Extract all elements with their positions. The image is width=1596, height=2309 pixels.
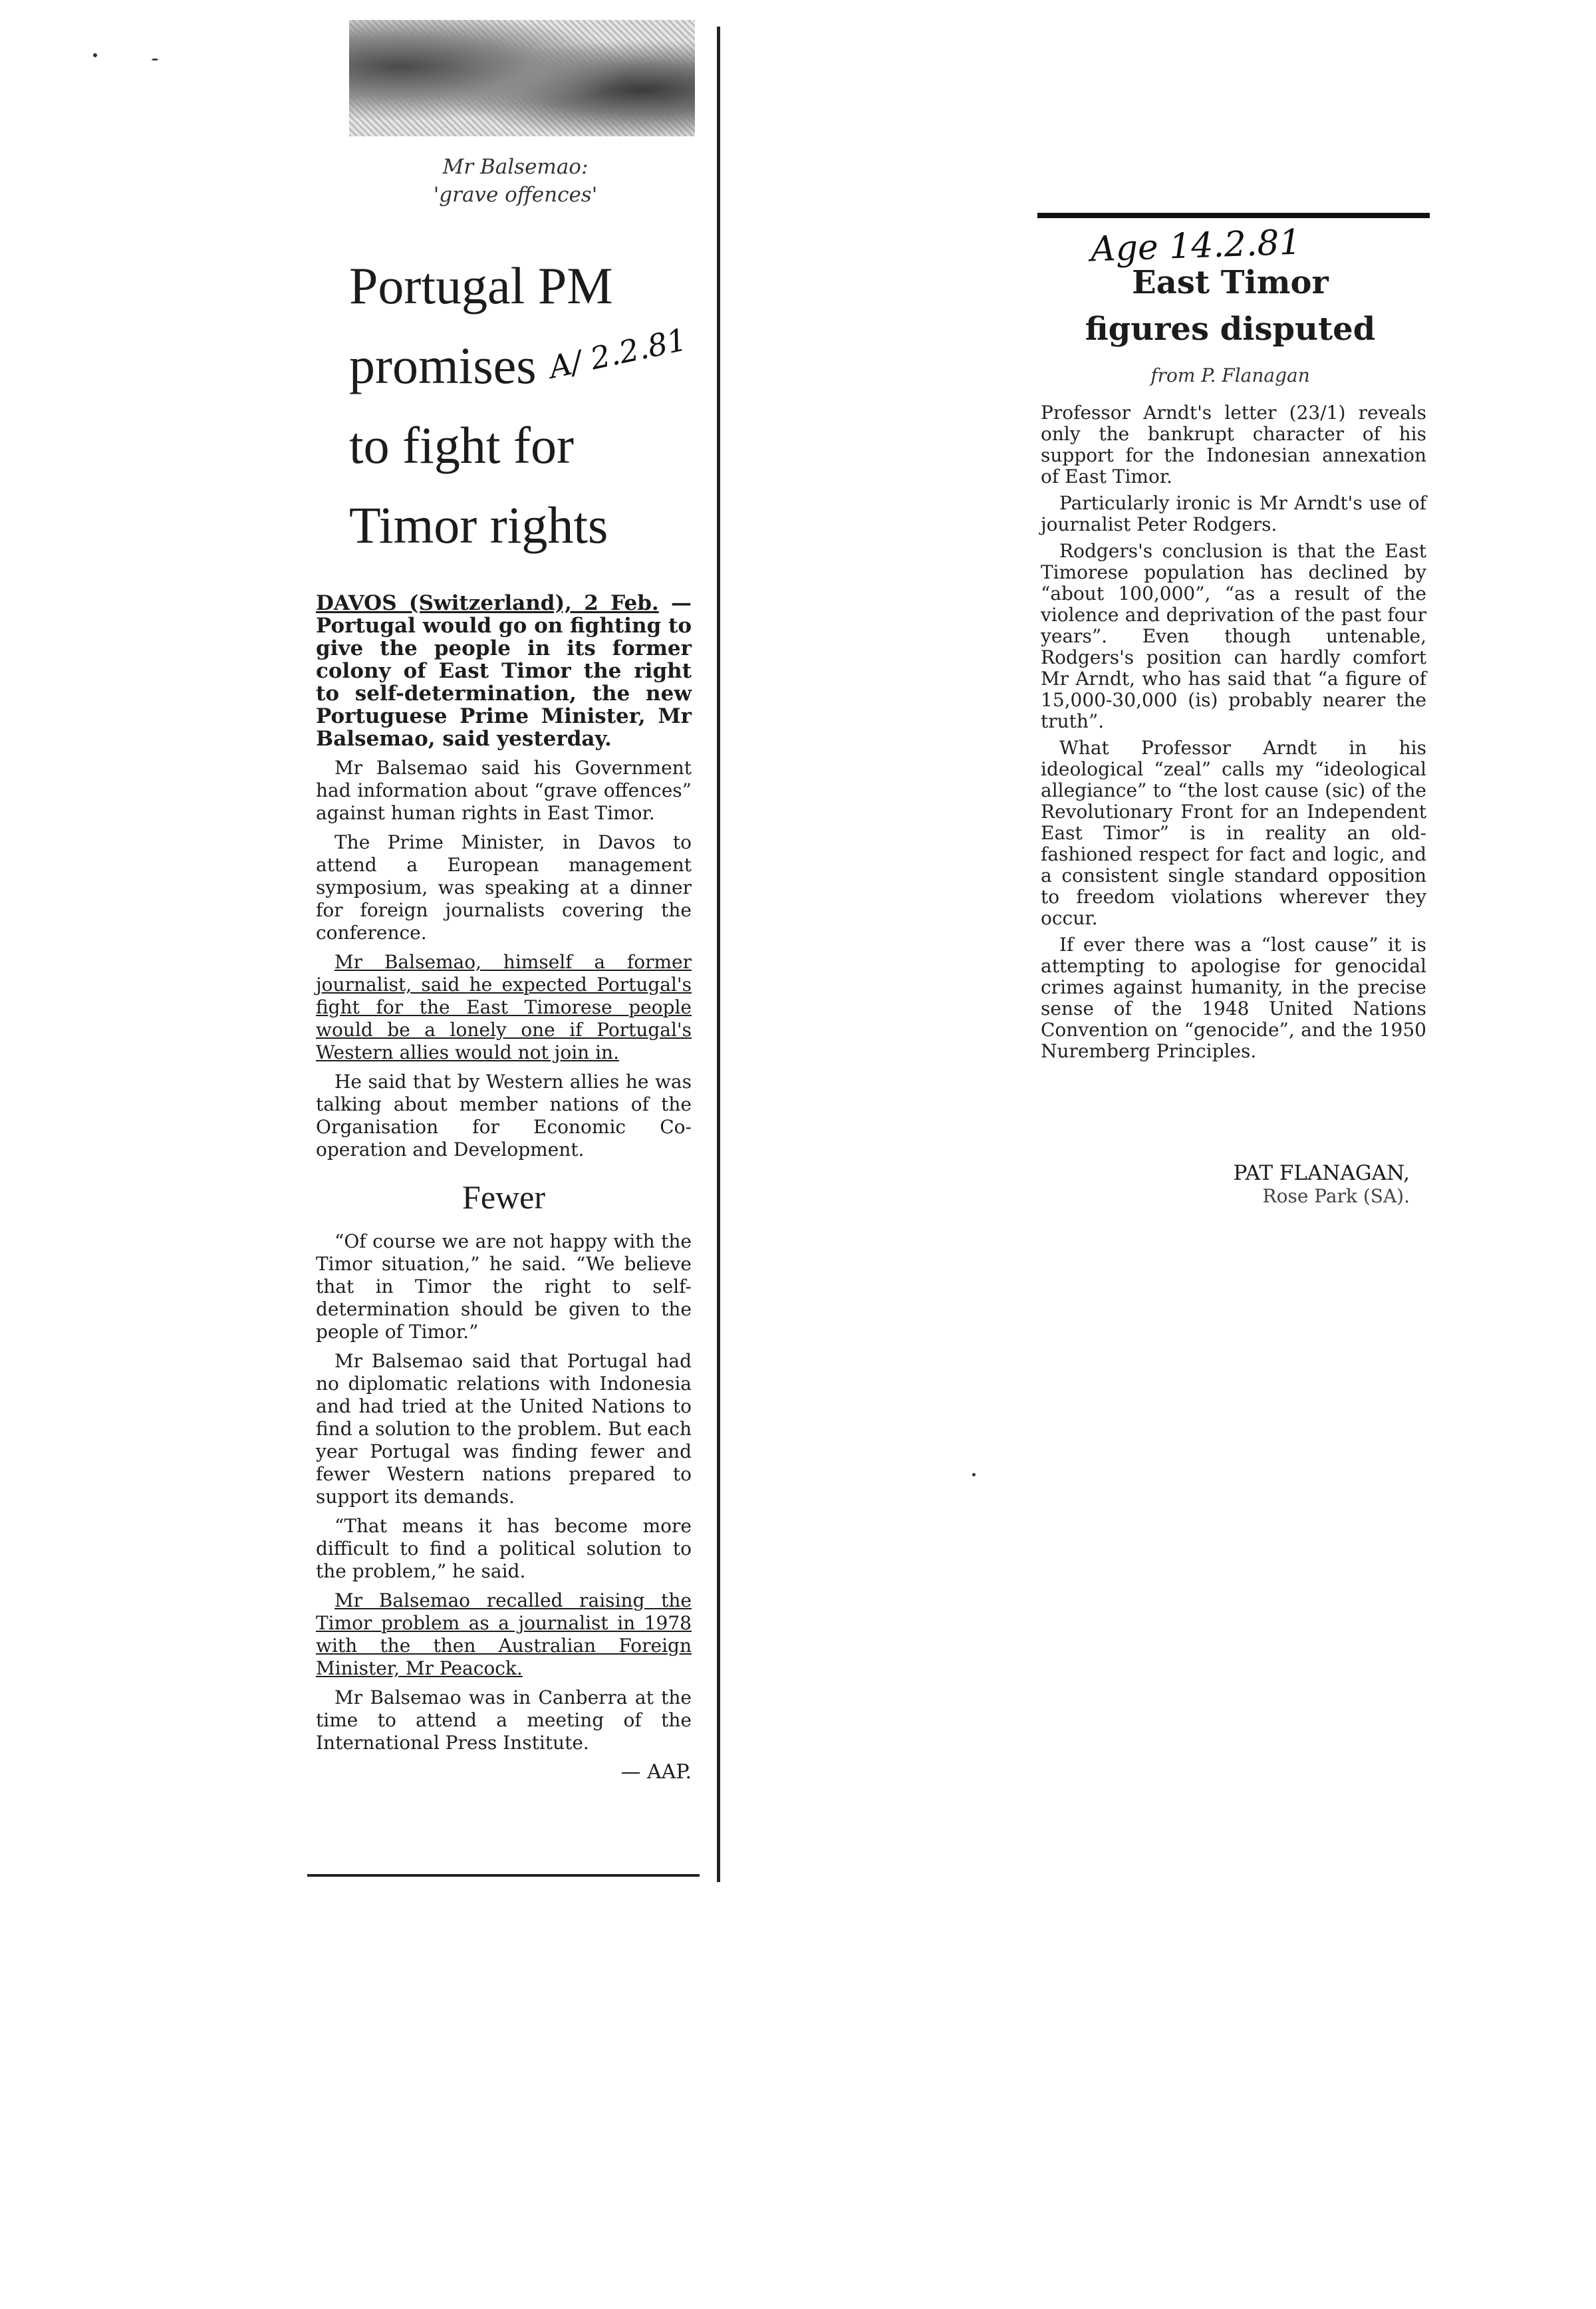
caption-line: Mr Balsemao: <box>442 155 589 179</box>
article-paragraph: Mr Balsemao said his Government had information about “grave offences” against human rights in East Timor. <box>316 757 692 824</box>
letter-body <box>1041 402 1426 1067</box>
article-paragraph: “That means it has become more difficult to find a political solution to the problem,” he said. <box>316 1515 692 1582</box>
article-paragraph: Mr Balsemao said that Portugal had no diplomatic relations with Indonesia and had tried at the United Nations to find a solution to the problem. But each year Portugal was finding fewer and fewer Western nations prepared to support its demands. <box>316 1350 692 1508</box>
letter-paragraph: Rodgers's conclusion is that the East Timorese population has declined by “about 100,000”, “as a result of the violence and deprivation of the past four years”. Even though untenable, Rodgers's position can hardly comfort Mr Arndt, who has said that “a figure of 15,000-30,000 (is) probably nearer the truth”. <box>1041 540 1426 732</box>
dateline: DAVOS (Switzerland), 2 Feb. <box>316 591 659 615</box>
left-article-clipping <box>303 20 728 1882</box>
article-paragraph: Mr Balsemao was in Canberra at the time to attend a meeting of the International Press Institute. <box>316 1687 692 1754</box>
caption-line: 'grave offences' <box>433 183 598 207</box>
scan-speck <box>93 53 97 57</box>
agency-signoff: — AAP. <box>620 1760 692 1784</box>
signature-name: PAT FLANAGAN, <box>1233 1161 1410 1185</box>
article-paragraph: Mr Balsemao, himself a former journalist, said he expected Portugal's fight for the East Timorese people would be a lonely one if Portugal's Western allies would not join in. <box>316 951 692 1063</box>
headline-line: figures disputed <box>1085 311 1376 348</box>
headline-line: to fight for <box>349 416 574 474</box>
headline-line: Portugal PM <box>349 257 613 315</box>
letter-paragraph: What Professor Arndt in his ideological “zeal” calls my “ideological allegiance” to “the lost cause (sic) of the Revolutionary Front for an Independent East Timor” is in reality an old-fashioned respect for fact and logic, and a consistent single standard opposition to freedom violations wherever they occur. <box>1041 737 1426 929</box>
section-subhead: Fewer <box>462 1178 545 1216</box>
letter-paragraph: If ever there was a “lost cause” it is attempting to apologise for genocidal crimes against humanity, in the precise sense of the 1948 United Nations Convention on “genocide”, and the 1950 Nuremberg Principles. <box>1041 934 1426 1062</box>
letter-paragraph: Professor Arndt's letter (23/1) reveals only the bankrupt character of his support for the Indonesian annexation of East Timor. <box>1041 402 1426 487</box>
signature-location: Rose Park (SA). <box>1262 1185 1410 1207</box>
article-body <box>316 592 692 1784</box>
handwritten-date-annotation: Age 14.2.81 <box>1090 222 1302 270</box>
top-rule <box>1037 213 1430 218</box>
scan-speck <box>972 1473 976 1476</box>
right-article-clipping <box>1024 213 1436 1244</box>
article-paragraph: The Prime Minister, in Davos to attend a European management symposium, was speaking at a dinner for foreign journalists covering the conference. <box>316 831 692 944</box>
lead-text: — Portugal would go on fighting to give the people in its former colony of East Timor the right to self-determination, the new Portuguese Prime Minister, Mr Balsemao, said yesterday. <box>316 591 692 751</box>
letter-headline <box>1024 259 1436 352</box>
article-paragraph: He said that by Western allies he was talking about member nations of the Organisation for Economic Co-operation and Development. <box>316 1071 692 1160</box>
lead-paragraph <box>316 592 692 750</box>
headline-line: Timor rights <box>349 496 608 554</box>
article-paragraph: Mr Balsemao recalled raising the Timor problem as a journalist in 1978 with the then Australian Foreign Minister, Mr Peacock. <box>316 1589 692 1679</box>
headline-line: East Timor <box>1132 264 1329 301</box>
letter-signature <box>1190 1161 1410 1208</box>
scan-speck <box>152 59 158 61</box>
handwritten-date-annotation: A/ 2.2.81 <box>545 321 690 386</box>
article-paragraph: “Of course we are not happy with the Timor situation,” he said. “We believe that in Timor the right to self-determination should be given to the people of Timor.” <box>316 1230 692 1343</box>
byline: from P. Flanagan <box>1150 364 1310 386</box>
letter-paragraph: Particularly ironic is Mr Arndt's use of journalist Peter Rodgers. <box>1041 492 1426 535</box>
photo-caption <box>303 153 728 209</box>
headline-line: promises <box>349 337 537 394</box>
portrait-photo <box>349 20 695 136</box>
